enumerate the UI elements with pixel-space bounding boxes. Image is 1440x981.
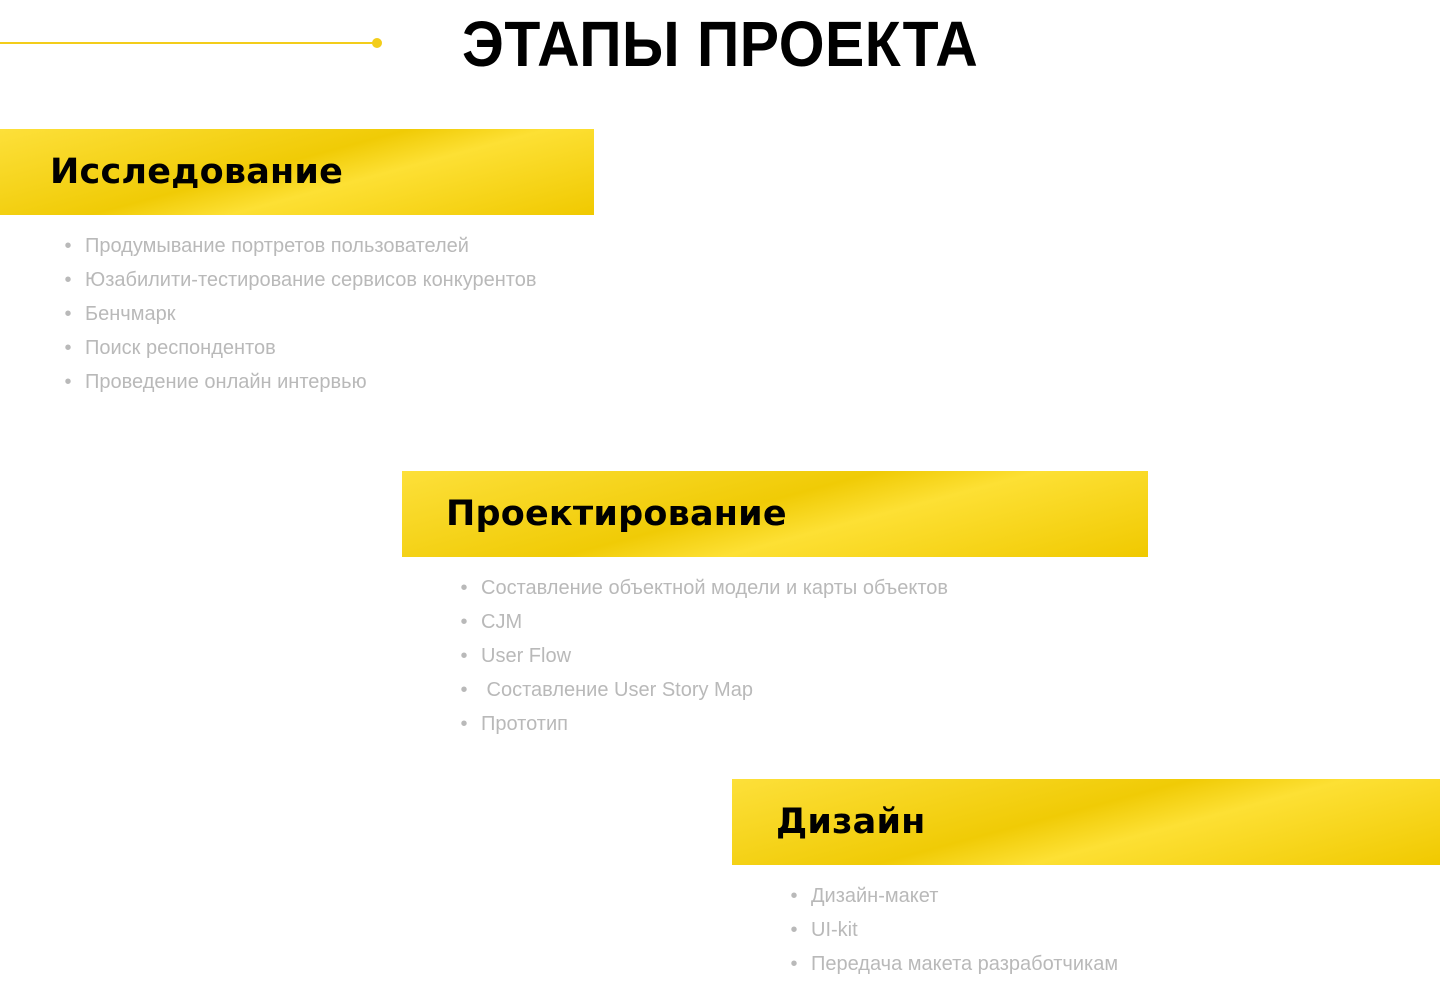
stage-banner (0, 129, 594, 215)
list-item-text: Проведение онлайн интервью (85, 371, 367, 393)
bullet-icon: • (460, 645, 468, 667)
list-item (63, 229, 536, 263)
list-item-text: Продумывание портретов пользователей (85, 235, 469, 257)
stage-banner (402, 471, 1148, 557)
bullet-icon: • (64, 269, 72, 291)
stage-banner (732, 779, 1440, 865)
stage-title: Дизайн (776, 802, 926, 842)
list-item-text: Поиск респондентов (85, 337, 276, 359)
page-title: ЭТАПЫ ПРОЕКТА (462, 8, 979, 80)
list-item (459, 571, 948, 605)
header-decorative-dot (372, 38, 382, 48)
stage-task-list (63, 229, 536, 399)
list-item (63, 365, 536, 399)
bullet-icon: • (64, 337, 72, 359)
bullet-icon: • (790, 953, 798, 975)
list-item-text: Бенчмарк (85, 303, 176, 325)
list-item (459, 639, 948, 673)
list-item (63, 331, 536, 365)
stage-task-list (789, 879, 1118, 981)
header-decorative-line (0, 42, 376, 44)
list-item-text: UI-kit (811, 919, 858, 941)
list-item-text: User Flow (481, 645, 572, 667)
bullet-icon: • (460, 577, 468, 599)
list-item (459, 605, 948, 639)
list-item (63, 263, 536, 297)
bullet-icon: • (790, 885, 798, 907)
bullet-icon: • (460, 713, 468, 735)
bullet-icon: • (460, 611, 468, 633)
bullet-icon: • (460, 679, 468, 701)
list-item (459, 707, 948, 741)
list-item (789, 913, 1118, 947)
bullet-icon: • (64, 235, 72, 257)
list-item (789, 879, 1118, 913)
list-item-text: Составление объектной модели и карты объектов (481, 577, 949, 599)
list-item (63, 297, 536, 331)
stage-title: Проектирование (446, 494, 787, 534)
bullet-icon: • (790, 919, 798, 941)
list-item (789, 947, 1118, 981)
list-item-text: Юзабилити-тестирование сервисов конкурентов (85, 269, 537, 291)
bullet-icon: • (64, 303, 72, 325)
stage-title: Исследование (50, 152, 344, 192)
list-item-text: Прототип (481, 713, 568, 735)
stage-task-list (459, 571, 948, 741)
list-item (459, 673, 948, 707)
list-item-text: Составление User Story Map (481, 679, 753, 701)
list-item-text: Передача макета разработчикам (811, 953, 1119, 975)
bullet-icon: • (64, 371, 72, 393)
list-item-text: Дизайн-макет (811, 885, 939, 907)
list-item-text: CJM (481, 611, 523, 633)
